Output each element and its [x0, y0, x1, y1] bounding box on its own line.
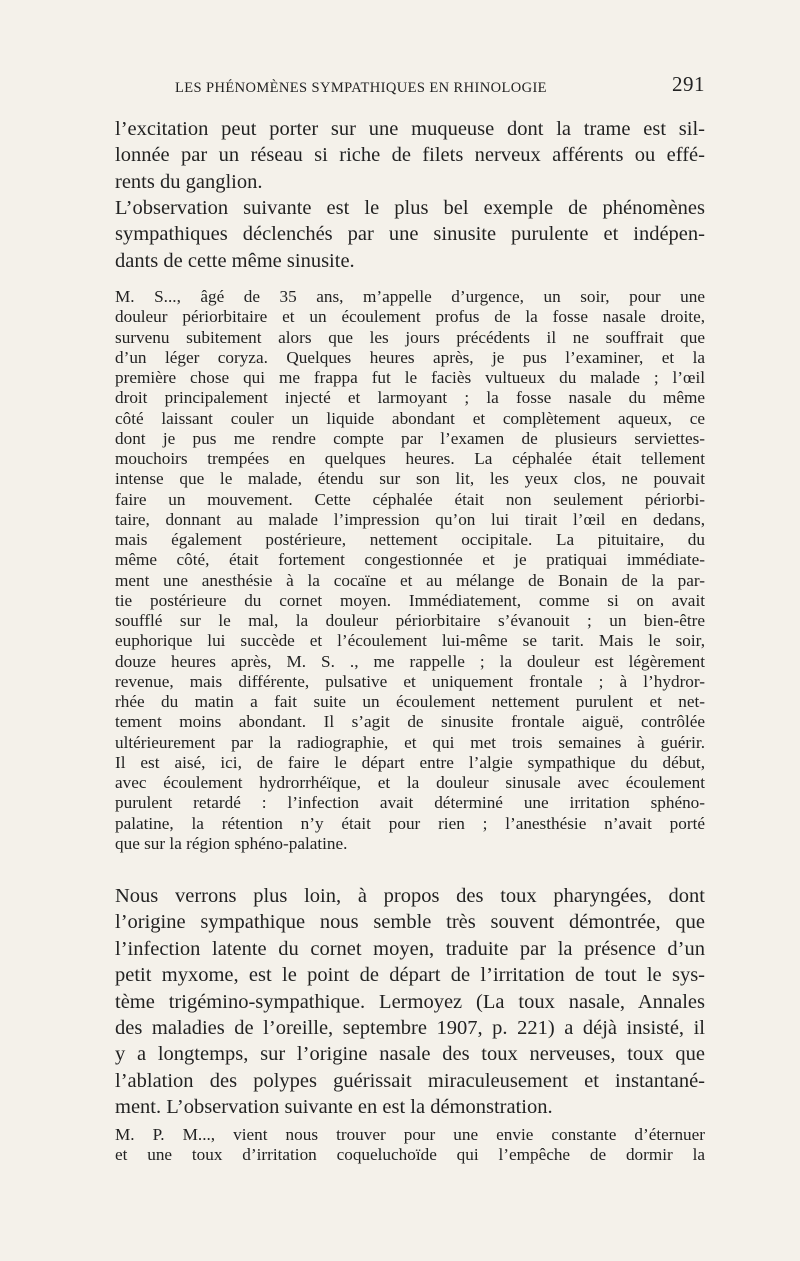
text-line: lonnée par un réseau si riche de filets nerveux afférents ou effé-	[115, 144, 705, 167]
paragraph-toux-nasale	[115, 883, 705, 1121]
text-line: faire un mouvement. Cette céphalée était non seulement périorbi-	[115, 489, 705, 509]
paragraph-observation-intro	[115, 195, 705, 274]
text-line: Nous verrons plus loin, à propos des toux pharyngées, dont	[115, 885, 705, 907]
text-line: ment. L’observation suivante en est la démonstration.	[115, 1096, 553, 1119]
text-line: intense que le malade, étendu sur son lit, les yeux clos, ne pouvait	[115, 469, 705, 489]
text-line: euphorique lui succède et l’écoulement lui-même se tarit. Mais le soir,	[115, 631, 705, 651]
running-title: LES PHÉNOMÈNES SYMPATHIQUES EN RHINOLOGIE	[175, 80, 547, 96]
text-line: mais également postérieure, nettement occipitale. La pituitaire, du	[115, 530, 705, 549]
text-line: mouchoirs trempées en quelques heures. La céphalée était tellement	[115, 449, 705, 468]
text-line: côté laissant couler un liquide abondant et complètement aqueux, ce	[115, 408, 705, 428]
text-line: douleur périorbitaire et un écoulement profus de la fosse nasale droite,	[115, 307, 705, 327]
text-line: l’excitation peut porter sur une muqueuse dont la trame est sil-	[115, 118, 705, 140]
text-line: Il est aisé, ici, de faire le départ entre l’algie sympathique du début,	[115, 752, 705, 772]
text-line: d’un léger coryza. Quelques heures après, je pus l’examiner, et la	[115, 347, 705, 367]
text-line: des maladies de l’oreille, septembre 1907, p. 221) a déjà insisté, il	[115, 1016, 705, 1039]
text-line: palatine, la rétention n’y était pour rien ; l’anesthésie n’avait porté	[115, 813, 705, 833]
text-line: que sur la région sphéno-palatine.	[115, 833, 348, 853]
text-line: L’observation suivante est le plus bel exemple de phénomènes	[115, 197, 705, 219]
text-line: dants de cette même sinusite.	[115, 249, 355, 272]
text-line: revenue, mais différente, pulsative et uniquement frontale ; à l’hydror-	[115, 671, 705, 691]
text-line: l’ablation des polypes guérissait miraculeusement et instantané-	[115, 1069, 705, 1092]
text-line: dont je pus me rendre compte par l’examen de plusieurs serviettes-	[115, 428, 705, 448]
text-line: purulent retardé : l’infection avait déterminé une irritation sphéno-	[115, 793, 705, 813]
text-line: M. P. M..., vient nous trouver pour une envie constante d’éternuer	[115, 1125, 705, 1144]
page-number: 291	[672, 72, 705, 96]
text-line: petit myxome, est le point de départ de l’irritation de tout le sys-	[115, 964, 705, 987]
observation-case-2	[115, 1125, 705, 1166]
running-header	[115, 72, 705, 98]
text-line: y a longtemps, sur l’origine nasale des toux nerveuses, toux que	[115, 1043, 705, 1066]
text-line: sympathiques déclenchés par une sinusite purulente et indépen-	[115, 223, 705, 246]
text-line: avec écoulement hydrorrhéïque, et la douleur sinusale avec écoulement	[115, 773, 705, 792]
text-line: l’infection latente du cornet moyen, traduite par la présence d’un	[115, 937, 705, 960]
text-line: et une toux d’irritation coqueluchoïde qui l’empêche de dormir la	[115, 1145, 705, 1165]
text-line: même côté, était fortement congestionnée et je pratiquai immédiate-	[115, 550, 705, 570]
text-line: tème trigémino-sympathique. Lermoyez (La toux nasale, Annales	[115, 990, 705, 1013]
text-line: ultérieurement par la radiographie, et qui met trois semaines à guérir.	[115, 732, 705, 752]
text-line: ment une anesthésie à la cocaïne et au mélange de Bonain de la par-	[115, 570, 705, 590]
observation-case-1	[115, 287, 705, 854]
text-line: douze heures après, M. S. ., me rappelle ; la douleur est légèrement	[115, 651, 705, 671]
text-line: tie postérieure du cornet moyen. Immédiatement, comme si on avait	[115, 590, 705, 610]
text-line: l’origine sympathique nous semble très souvent démontrée, que	[115, 911, 705, 934]
text-line: rhée du matin a fait suite un écoulement nettement purulent et net-	[115, 692, 705, 711]
text-line: soufflé sur le mal, la douleur périorbitaire s’évanouit ; un bien-être	[115, 611, 705, 630]
text-line: droit principalement injecté et larmoyant ; la fosse nasale du même	[115, 388, 705, 408]
text-line: M. S..., âgé de 35 ans, m’appelle d’urgence, un soir, pour une	[115, 287, 705, 306]
paragraph-continuation	[115, 116, 705, 195]
text-line: tement moins abondant. Il s’agit de sinusite frontale aiguë, contrôlée	[115, 712, 705, 732]
text-line: première chose qui me frappa fut le faciès vultueux du malade ; l’œil	[115, 368, 705, 387]
text-line: taire, donnant au malade l’impression qu’on lui tirait l’œil en dedans,	[115, 509, 705, 529]
text-line: rents du ganglion.	[115, 170, 263, 193]
text-line: survenu subitement alors que les jours précédents il ne souffrait que	[115, 327, 705, 347]
